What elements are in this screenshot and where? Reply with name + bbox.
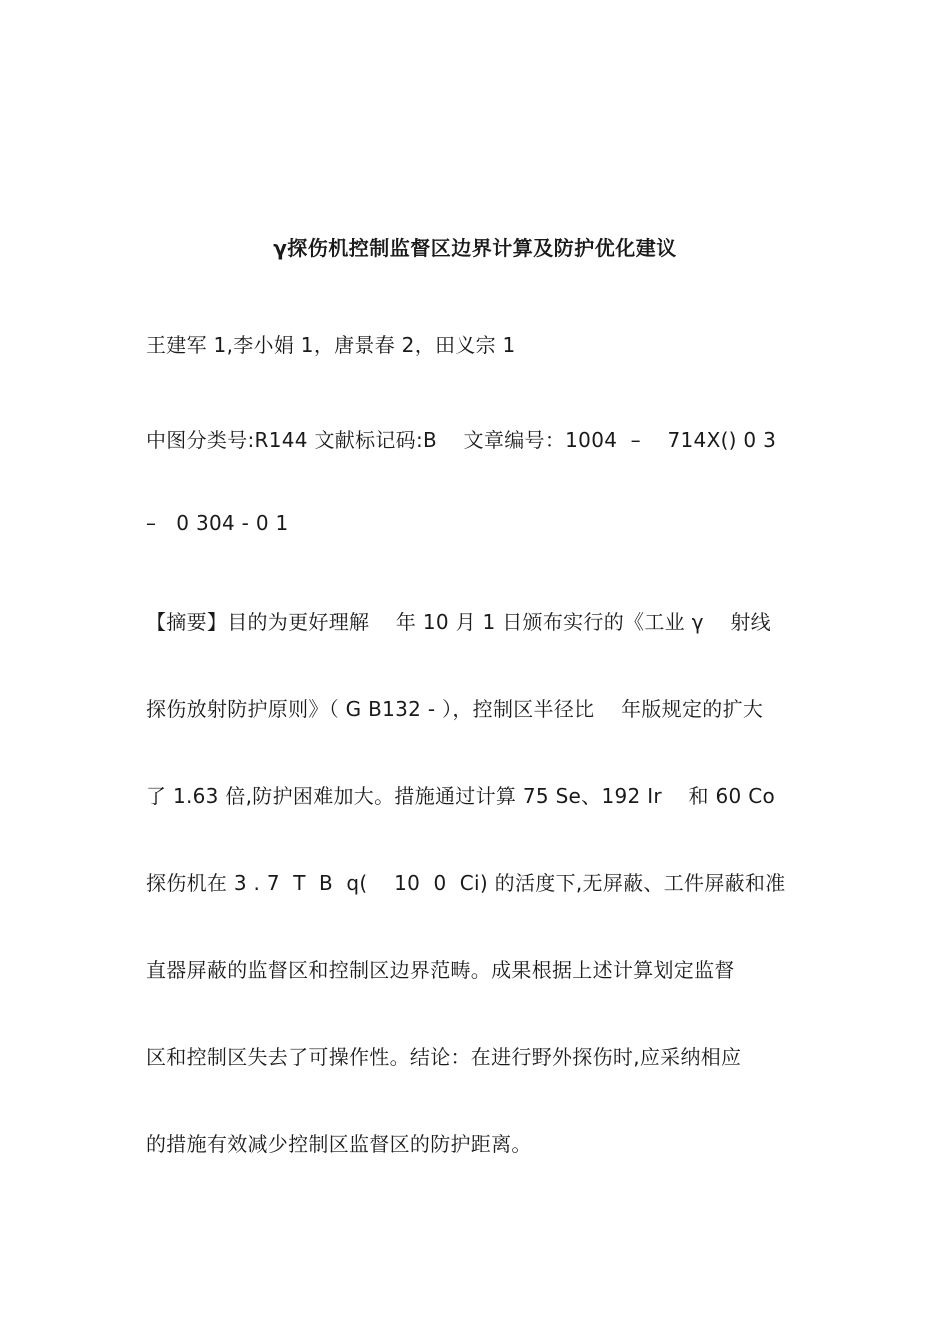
classification-line-1: 中图分类号:R144 文献标记码:B 文章编号：1004 – 714X() 0 3 — [146, 428, 777, 452]
classification-line-2: – 0 304 - 0 1 — [146, 511, 289, 535]
abstract-line: 了 1.63 倍,防护困难加大。措施通过计算 75 Se、192 Ir 和 60 Co — [146, 784, 776, 808]
document-title: γ探伤机控制监督区边界计算及防护优化建议 — [273, 236, 677, 260]
abstract-line: 探伤机在 3 . 7 T B q( 10 0 Ci) 的活度下,无屏蔽、工件屏蔽和准 — [146, 871, 786, 895]
author-line: 王建军 1,李小娟 1，唐景春 2，田义宗 1 — [146, 333, 516, 357]
abstract-line: 的措施有效减少控制区监督区的防护距离。 — [146, 1132, 532, 1156]
abstract-line: 【摘要】目的为更好理解 年 10 月 1 日颁布实行的《工业 γ 射线 — [146, 610, 771, 634]
abstract-line: 直器屏蔽的监督区和控制区边界范畴。成果根据上述计算划定监督 — [146, 958, 735, 982]
abstract-line: 区和控制区失去了可操作性。结论：在进行野外探伤时,应采纳相应 — [146, 1045, 742, 1069]
abstract-line: 探伤放射防护原则》（ G B132 - ），控制区半径比 年版规定的扩大 — [146, 697, 764, 721]
